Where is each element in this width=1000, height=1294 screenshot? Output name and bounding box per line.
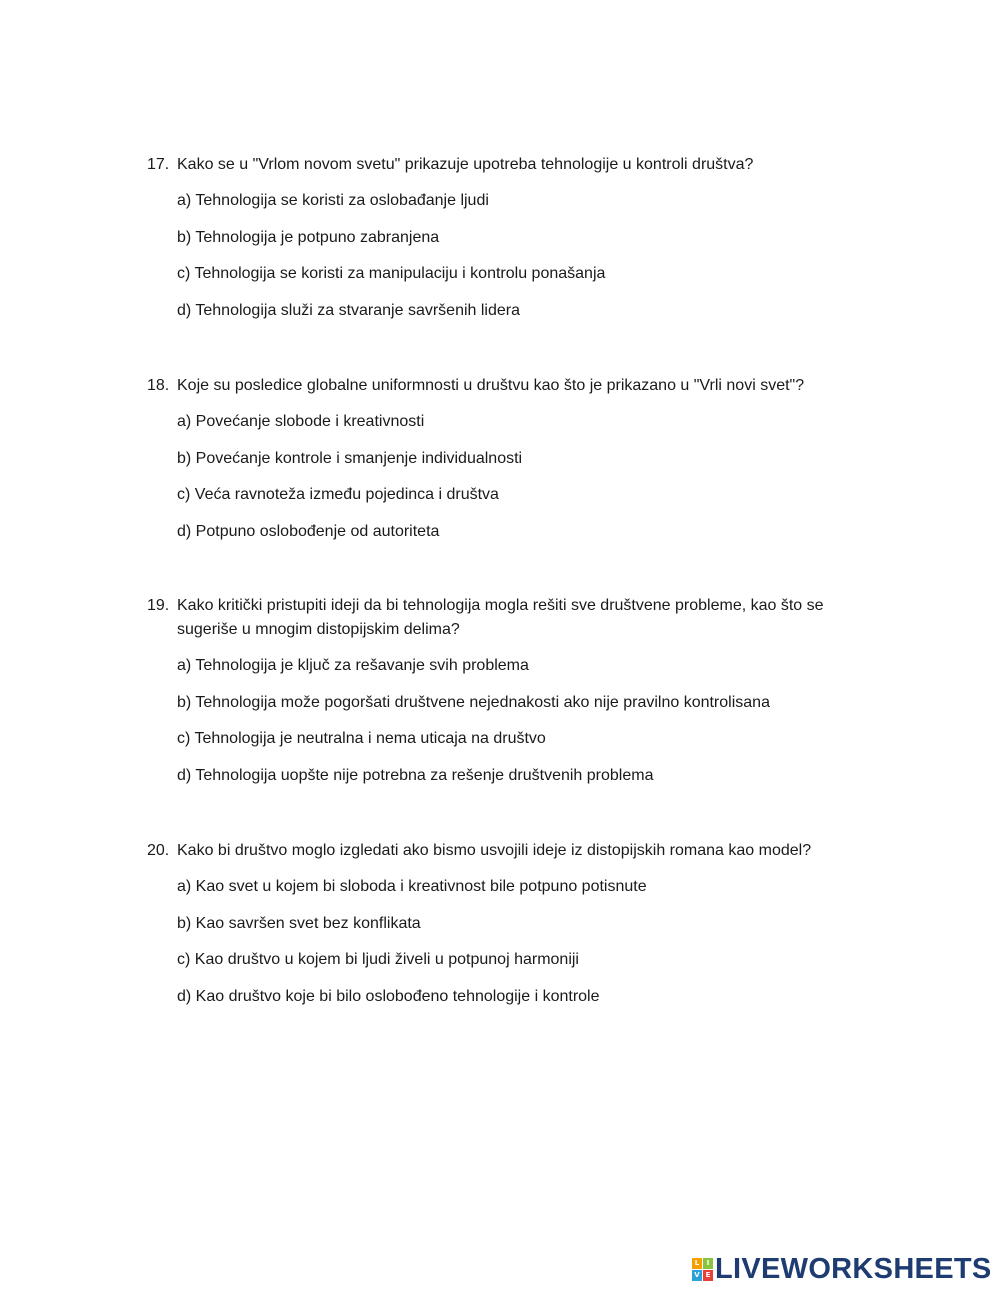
answer-list	[177, 410, 867, 544]
answer-option-a[interactable]: a) Tehnologija je ključ za rešavanje svih problema	[177, 657, 529, 674]
answer-option-b[interactable]: b) Kao savršen svet bez konflikata	[177, 914, 421, 932]
question-header	[147, 839, 867, 863]
question-header	[147, 594, 867, 642]
answer-list	[177, 875, 867, 1009]
question-text: Kako kritički pristupiti ideji da bi tehnologija mogla rešiti sve društvene probleme, kao što se sugeriše u mnogim distopijskim delima?	[177, 597, 824, 638]
answer-option-a[interactable]: a) Tehnologija se koristi za oslobađanje ljudi	[177, 192, 489, 209]
answer-option-b[interactable]: b) Povećanje kontrole i smanjenje individualnosti	[177, 449, 523, 467]
question-number: 17.	[147, 156, 170, 173]
liveworksheets-logo[interactable]	[692, 1254, 992, 1284]
question-17	[147, 153, 867, 336]
answer-option-a[interactable]: a) Kao svet u kojem bi sloboda i kreativnost bile potpuno potisnute	[177, 878, 647, 895]
question-18	[147, 374, 867, 557]
question-number: 18.	[147, 377, 170, 394]
question-header	[147, 153, 867, 177]
question-header	[147, 374, 867, 398]
answer-option-d[interactable]: d) Tehnologija uopšte nije potrebna za rešenje društvenih problema	[177, 767, 654, 785]
answer-list	[177, 189, 867, 323]
answer-option-c[interactable]: c) Tehnologija se koristi za manipulaciju i kontrolu ponašanja	[177, 265, 606, 283]
answer-option-d[interactable]: d) Kao društvo koje bi bilo oslobođeno tehnologije i kontrole	[177, 988, 600, 1006]
answer-option-b[interactable]: b) Tehnologija može pogoršati društvene nejednakosti ako nije pravilno kontrolisana	[177, 693, 770, 711]
question-number: 20.	[147, 842, 170, 859]
question-text: Koje su posledice globalne uniformnosti u društvu kao što je prikazano u "Vrli novi svet"?	[177, 377, 805, 394]
logo-mark-letter: L	[692, 1258, 702, 1269]
question-19	[147, 594, 867, 801]
answer-option-c[interactable]: c) Veća ravnoteža između pojedinca i društva	[177, 486, 499, 504]
answer-option-d[interactable]: d) Potpuno oslobođenje od autoriteta	[177, 523, 440, 541]
answer-option-c[interactable]: c) Kao društvo u kojem bi ljudi živeli u potpunoj harmoniji	[177, 951, 579, 969]
logo-text: LIVEWORKSHEETS	[715, 1253, 992, 1285]
question-text: Kako se u "Vrlom novom svetu" prikazuje upotreba tehnologije u kontroli društva?	[177, 156, 754, 173]
logo-mark-letter: V	[692, 1270, 702, 1281]
logo-mark-letter: E	[703, 1270, 713, 1281]
answer-option-c[interactable]: c) Tehnologija je neutralna i nema uticaja na društvo	[177, 730, 546, 748]
answer-option-a[interactable]: a) Povećanje slobode i kreativnosti	[177, 413, 425, 430]
question-text: Kako bi društvo moglo izgledati ako bismo usvojili ideje iz distopijskih romana kao model?	[177, 842, 812, 859]
answer-list	[177, 654, 867, 788]
logo-mark-letter: I	[703, 1258, 713, 1269]
answer-option-b[interactable]: b) Tehnologija je potpuno zabranjena	[177, 228, 440, 246]
question-20	[147, 839, 867, 1022]
answer-option-d[interactable]: d) Tehnologija služi za stvaranje savršenih lidera	[177, 302, 520, 320]
liveworksheets-mark-icon	[692, 1258, 712, 1280]
question-number: 19.	[147, 597, 170, 614]
